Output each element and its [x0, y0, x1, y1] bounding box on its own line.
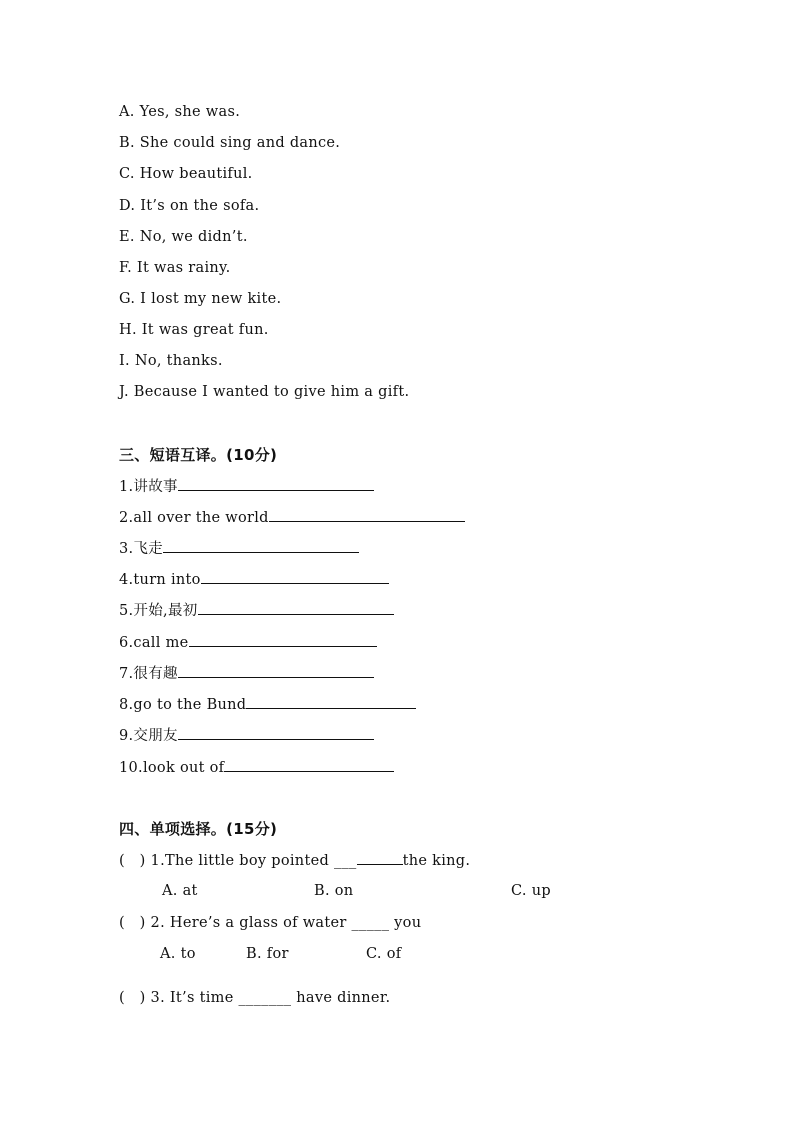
q2-option-b[interactable]: B. for: [246, 946, 289, 962]
question-2: ( ) 2. Here’s a glass of water _____ you: [119, 915, 422, 931]
phrase-item-7: [119, 663, 374, 684]
phrase-text: 2.all over the world: [119, 510, 269, 526]
question-text: ( ) 1.The little boy pointed ___: [119, 853, 357, 869]
option-i: I. No, thanks.: [119, 353, 223, 369]
phrase-item-1: [119, 476, 374, 497]
answer-blank[interactable]: [178, 663, 374, 678]
answer-blank[interactable]: [201, 569, 389, 584]
option-f: F. It was rainy.: [119, 260, 231, 276]
phrase-text: 8.go to the Bund: [119, 697, 247, 713]
option-d: D. It’s on the sofa.: [119, 198, 260, 214]
answer-blank[interactable]: [246, 694, 416, 709]
answer-blank[interactable]: [178, 476, 374, 491]
q2-option-c[interactable]: C. of: [366, 946, 402, 962]
phrase-item-8: [119, 694, 416, 715]
phrase-item-10: [119, 757, 394, 778]
answer-blank[interactable]: [189, 632, 377, 647]
phrase-text: 5.开始,最初: [119, 603, 198, 619]
phrase-text: 9.交朋友: [119, 728, 178, 744]
question-3: ( ) 3. It’s time _______ have dinner.: [119, 990, 391, 1006]
section3-title: 三、短语互译。(10分): [119, 446, 278, 464]
phrase-text: 4.turn into: [119, 572, 201, 588]
phrase-item-3: [119, 538, 359, 559]
q1-option-b[interactable]: B. on: [314, 883, 354, 899]
option-h: H. It was great fun.: [119, 322, 269, 338]
phrase-text: 3.飞走: [119, 541, 164, 557]
option-g: G. I lost my new kite.: [119, 291, 282, 307]
section4-title: 四、单项选择。(15分): [119, 820, 278, 838]
option-j: J. Because I wanted to give him a gift.: [119, 384, 410, 400]
phrase-item-9: [119, 725, 374, 746]
answer-blank[interactable]: [198, 600, 394, 615]
phrase-text: 6.call me: [119, 635, 189, 651]
phrase-text: 1.讲故事: [119, 479, 178, 495]
answer-blank[interactable]: [357, 850, 403, 865]
answer-blank[interactable]: [178, 725, 374, 740]
option-a: A. Yes, she was.: [119, 104, 241, 120]
phrase-item-5: [119, 600, 394, 621]
option-c: C. How beautiful.: [119, 166, 253, 182]
phrase-text: 7.很有趣: [119, 666, 178, 682]
question-1: [119, 850, 470, 871]
answer-blank[interactable]: [269, 507, 465, 522]
phrase-item-6: [119, 632, 377, 653]
question-text-after: the king.: [402, 853, 471, 869]
option-b: B. She could sing and dance.: [119, 135, 341, 151]
q1-option-a[interactable]: A. at: [162, 883, 198, 899]
phrase-text: 10.look out of: [119, 760, 225, 776]
q2-option-a[interactable]: A. to: [160, 946, 196, 962]
phrase-item-2: [119, 507, 465, 528]
option-e: E. No, we didn’t.: [119, 229, 248, 245]
answer-blank[interactable]: [224, 757, 394, 772]
answer-blank[interactable]: [163, 538, 359, 553]
q1-option-c[interactable]: C. up: [511, 883, 551, 899]
phrase-item-4: [119, 569, 389, 590]
